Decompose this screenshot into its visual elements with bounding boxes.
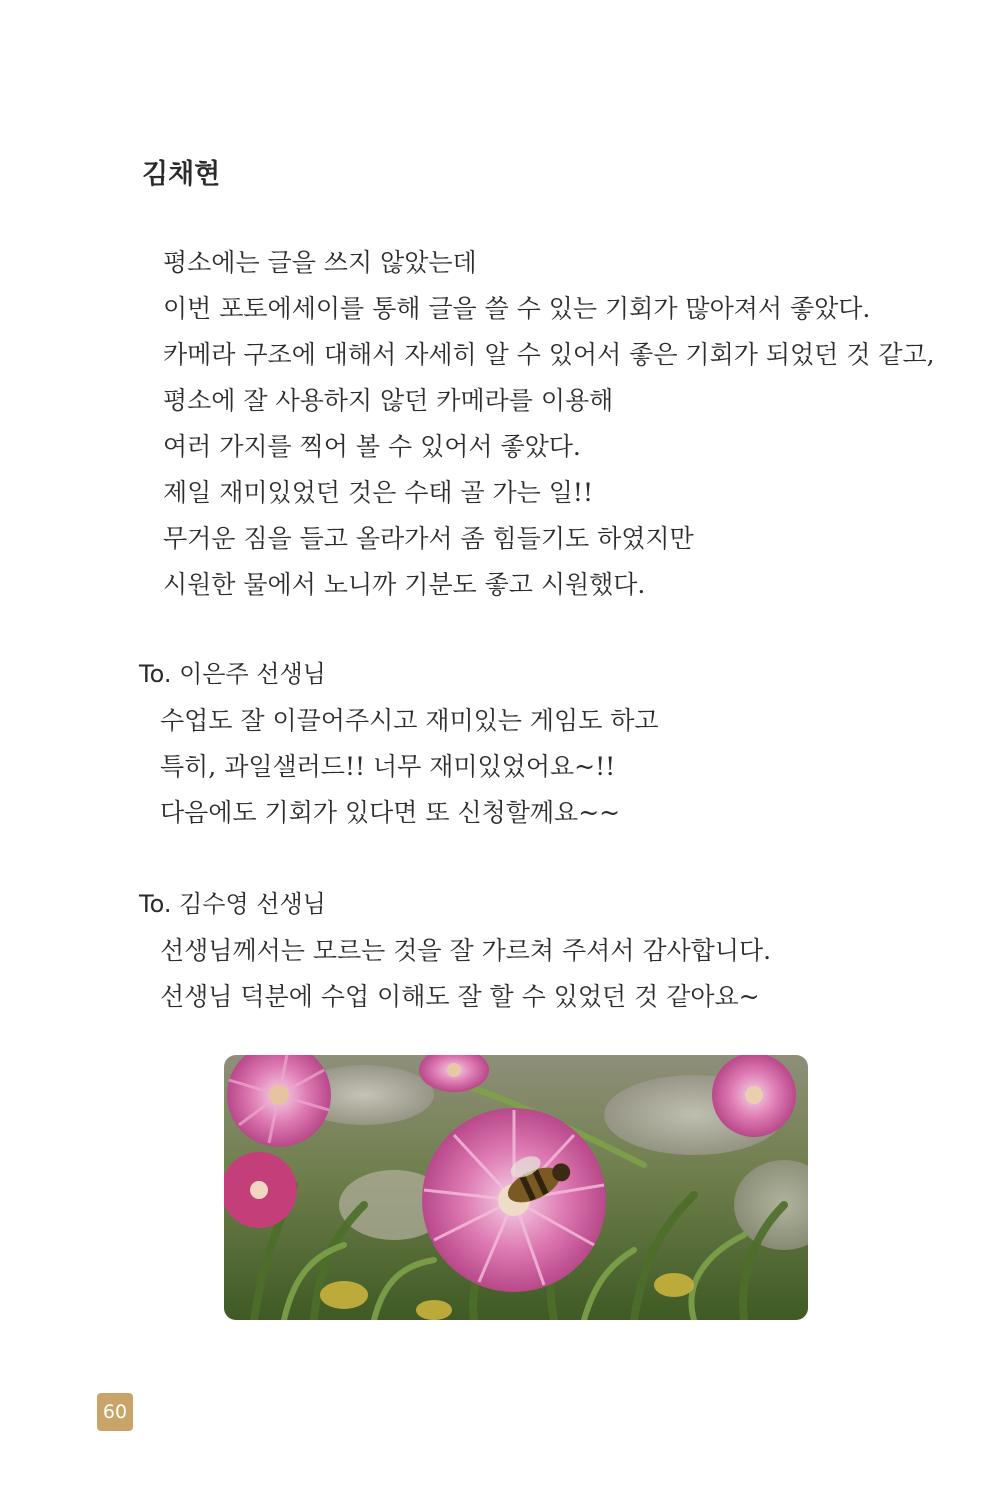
- essay-line: 무거운 짐을 들고 올라가서 좀 힘들기도 하였지만: [163, 524, 694, 553]
- letter-block-1: [139, 650, 939, 836]
- essay-line: 여러 가지를 찍어 볼 수 있어서 좋았다.: [163, 432, 581, 461]
- essay-line: 제일 재미있었던 것은 수태 골 가는 일!!: [163, 478, 594, 507]
- letter-line: 특히, 과일샐러드!! 너무 재미있었어요~!!: [160, 752, 616, 781]
- essay-body: [163, 240, 943, 608]
- flower-photo: [224, 1055, 808, 1320]
- letter-recipient: To. 이은주 선생님: [139, 660, 326, 688]
- essay-line: 이번 포토에세이를 통해 글을 쓸 수 있는 기회가 많아져서 좋았다.: [163, 294, 871, 323]
- letter-line: 수업도 잘 이끌어주시고 재미있는 게임도 하고: [160, 706, 659, 735]
- author-name: 김채현: [142, 159, 221, 190]
- letter-block-2: [139, 880, 939, 1020]
- letter-line: 선생님 덕분에 수업 이해도 잘 할 수 있었던 것 같아요~: [160, 982, 760, 1011]
- essay-line: 평소에 잘 사용하지 않던 카메라를 이용해: [163, 386, 614, 415]
- letter-line: 다음에도 기회가 있다면 또 신청할께요~~: [160, 798, 621, 827]
- essay-line: 시원한 물에서 노니까 기분도 좋고 시원했다.: [163, 570, 646, 599]
- letter-recipient: To. 김수영 선생님: [139, 890, 326, 918]
- letter-line: 선생님께서는 모르는 것을 잘 가르쳐 주셔서 감사합니다.: [160, 936, 772, 965]
- flower-bee-image: [224, 1055, 808, 1320]
- page-number-badge: 60: [97, 1393, 133, 1431]
- essay-line: 평소에는 글을 쓰지 않았는데: [163, 248, 477, 277]
- essay-line: 카메라 구조에 대해서 자세히 알 수 있어서 좋은 기회가 되었던 것 같고,: [163, 340, 935, 369]
